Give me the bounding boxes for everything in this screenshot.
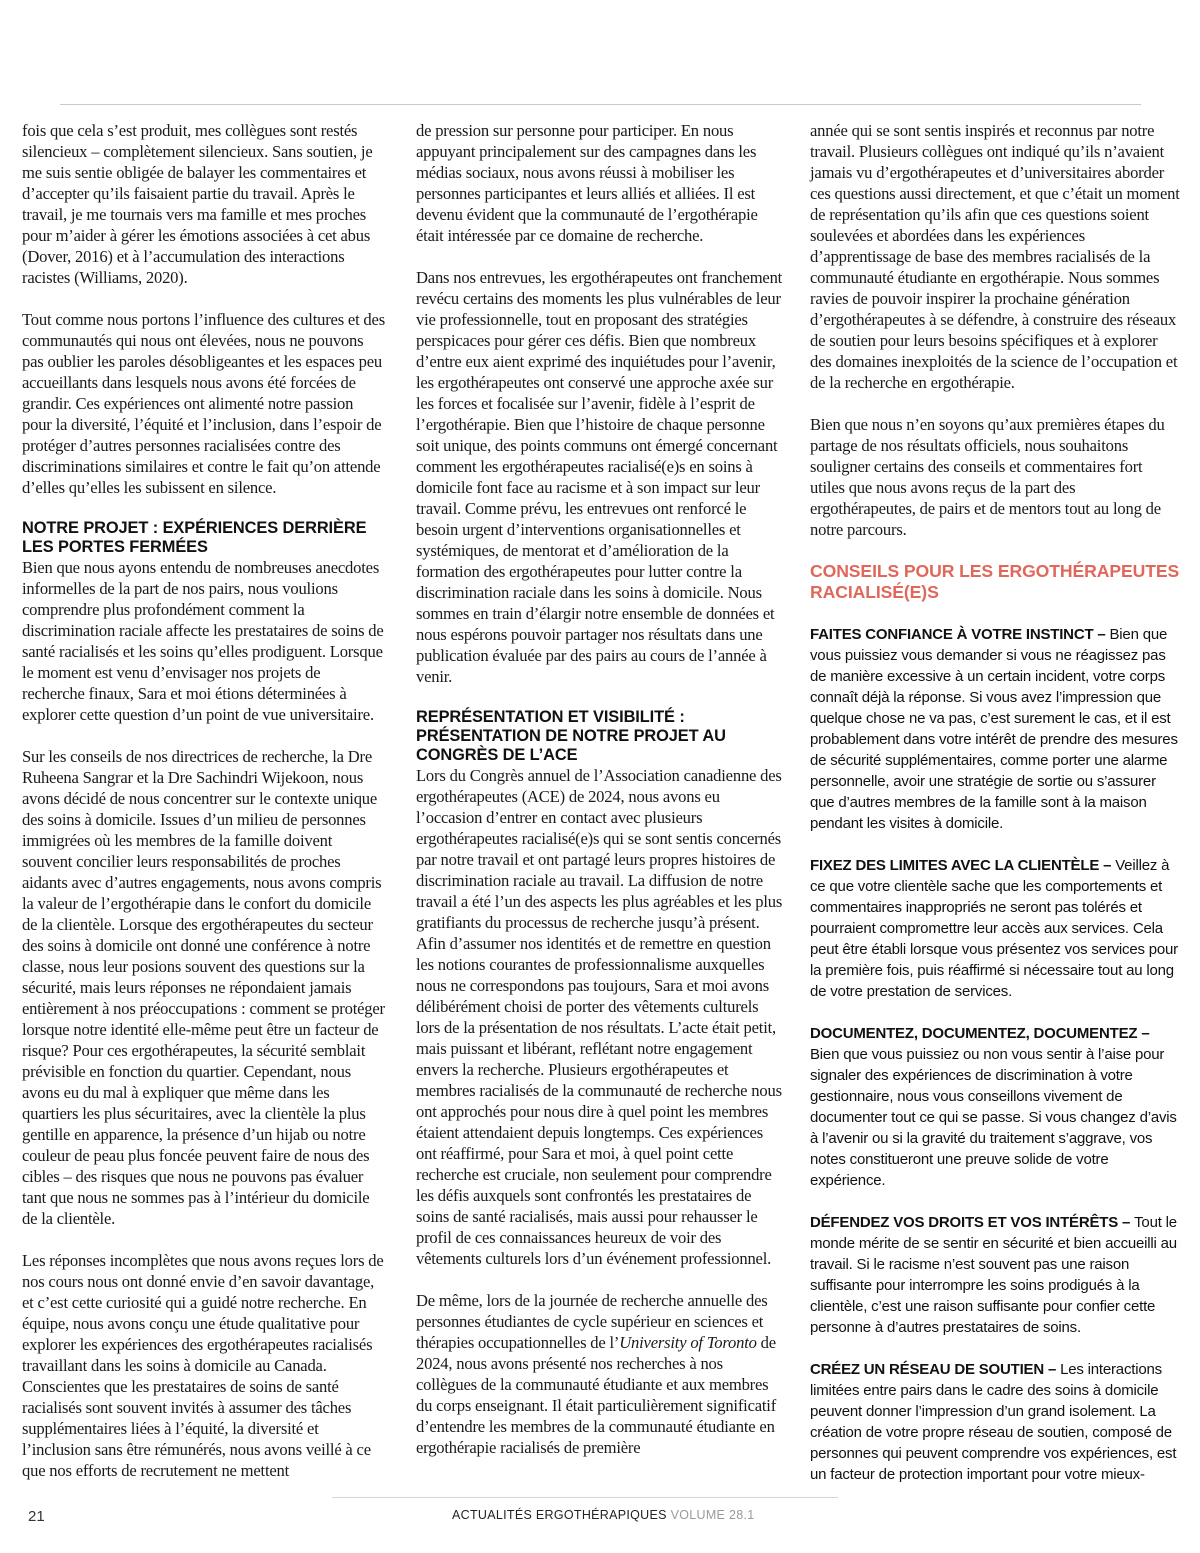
column-2 [416, 120, 786, 1458]
tip-title: FIXEZ DES LIMITES AVEC LA CLIENTÈLE – [810, 857, 1116, 874]
tip-body: Bien que vous puissiez ou non vous sentir à l’aise pour signaler des expériences de discrimination à votre gestionnaire, nous vous conseillons vivement de documenter tout ce qui se passe. Si vous changez d’avis à l’avenir ou si la gravité du traitement s’aggrave, vos notes constitueront une preuve solide de votre expérience. [810, 1046, 1177, 1189]
tip-body: Tout le monde mérite de se sentir en sécurité et bien accueilli au travail. Si le racisme n’est souvent pas une raison suffisante pour interrompre les soins prodigués à la clientèle, c’est une raison suffisante pour confier cette personne à d’autres prestataires de soins. [810, 1214, 1177, 1336]
tips-heading: CONSEILS POUR LES ERGOTHÉRAPEUTES RACIALISÉ(E)S [810, 561, 1180, 602]
section-heading: NOTRE PROJET : EXPÉRIENCES DERRIÈRE LES PORTES FERMÉES [22, 519, 367, 556]
paragraph: fois que cela s’est produit, mes collègues sont restés silencieux – complètement silencieux. Sans soutien, je me suis sentie obligée de balayer les commentaires et d’accepter qu’ils faisaient partie du travail. Après le travail, je me tournais vers ma famille et mes proches pour m’aider à gérer les émotions associées à cet abus (Dover, 2016) et à l’accumulation des interactions racistes (Williams, 2020). [22, 121, 373, 287]
section-heading: REPRÉSENTATION ET VISIBILITÉ : PRÉSENTATION DE NOTRE PROJET AU CONGRÈS DE L’ACE [416, 708, 726, 764]
institution-name: University of Toronto [619, 1333, 757, 1352]
paragraph: de pression sur personne pour participer. En nous appuyant principalement sur des campagnes dans les médias sociaux, nous avons réussi à mobiliser les personnes participantes et leurs alliés et alliées. Il est devenu évident que la communauté de l’ergothérapie était intéressée par ce domaine de recherche. [416, 121, 758, 245]
paragraph: Dans nos entrevues, les ergothérapeutes ont franchement revécu certains des moments les plus vulnérables de leur vie professionnelle, tout en proposant des stratégies perspicaces pour gérer ces défis. Bien que nombreux d’entre eux aient exprimé des inquiétudes pour l’avenir, les ergothérapeutes ont conservé une approche axée sur les forces et focalisée sur l’avenir, fidèle à l’esprit de l’ergothérapie. Bien que l’histoire de chaque personne soit unique, des points communs ont émergé concernant comment les ergothérapeutes racialisé(e)s en soins à domicile font face au racisme et à son impact sur leur travail. Comme prévu, les entrevues ont renforcé le besoin urgent d’interventions organisationnelles et systémiques, de mentorat et d’amélioration de la formation des ergothérapeutes pour lutter contre la discrimination raciale dans les soins à domicile. Nous sommes en train d’élargir notre ensemble de données et nous espérons pouvoir partager nos résultats dans une publication évaluée par des pairs au cours de l’année à venir. [416, 268, 783, 686]
tip-support-network [810, 1359, 1180, 1485]
top-rule [60, 104, 1141, 105]
tip-body: Veillez à ce que votre clientèle sache que les comportements et commentaires inappropriés ne seront pas tolérés et pourraient compromettre leur accès aux services. Cela peut être établi lorsque vous présentez vos services pour la première fois, puis réaffirmé si nécessaire tout au long de votre prestation de services. [810, 857, 1178, 1000]
paragraph: Lors du Congrès annuel de l’Association canadienne des ergothérapeutes (ACE) de 2024, nous avons eu l’occasion d’entrer en contact avec plusieurs ergothérapeutes racialisé(e)s qui se sont sentis concernés par notre travail et ont partagé leurs propres histoires de discrimination raciale au travail. La diffusion de notre travail a été l’un des aspects les plus agréables et les plus gratifiants du processus de recherche jusqu’à présent. Afin d’assumer nos identités et de remettre en question les notions courantes de professionnalisme auxquelles nous ne correspondons pas toujours, Sara et moi avons délibérément choisi de porter des vêtements culturels lors de la présentation de nos résultats. L’acte était petit, mais puissant et libérant, reflétant notre engagement envers la recherche. Plusieurs ergothérapeutes et membres racialisés de la communauté de recherche nous ont approchés pour nous dire à quel point les membres étaient attendaient depuis longtemps. Ces expériences ont réaffirmé, pour Sara et moi, à quel point cette recherche est cruciale, non seulement pour comprendre les défis auxquels sont confrontés les prestataires de soins de santé racialisés, mais aussi pour rehausser le profil de ces connaissances heureux de voir des vêtements culturels lors d’un événement professionnel. [416, 766, 783, 1268]
column-3 [810, 120, 1180, 1485]
paragraph: Les réponses incomplètes que nous avons reçues lors de nos cours nous ont donné envie d’en savoir davantage, et c’est cette curiosité qui a guidé notre recherche. En équipe, nous avons conçu une étude qualitative pour explorer les expériences des ergothérapeutes racialisés travaillant dans les soins à domicile au Canada. Conscientes que les prestataires de soins de santé racialisés sont souvent invités à assumer des tâches supplémentaires liées à l’équité, la diversité et l’inclusion sans être rémunérés, nous avons veillé à ce que nos efforts de recrutement ne mettent [22, 1251, 384, 1480]
paragraph [416, 1290, 786, 1458]
tip-body: Bien que vous puissiez vous demander si vous ne réagissez pas de manière excessive à un certain incident, votre corps connaît déjà la réponse. Si vous avez l’impression que quelque chose ne va pas, c’est surement le cas, et il est probablement dans votre intérêt de prendre des mesures de sécurité supplémentaires, comme porter une alarme personnelle, avoir une stratégie de sortie ou s’assurer que d’autres membres de la famille sont à la maison pendant les visites à domicile. [810, 626, 1178, 832]
column-1 [22, 120, 386, 1481]
tip-title: DÉFENDEZ VOS DROITS ET VOS INTÉRÊTS – [810, 1214, 1135, 1231]
journal-footer [452, 1508, 754, 1522]
tip-advocate [810, 1212, 1180, 1338]
paragraph-text: De même, lors de la journée de recherche annuelle des personnes étudiantes de cycle supérieur en sciences et thérapies occupationnelles de l’ [416, 1291, 768, 1352]
tip-body: Les interactions limitées entre pairs dans le cadre des soins à domicile peuvent donner l’impression d’un grand isolement. La création de votre propre réseau de soutien, composé de personnes qui peuvent comprendre vos expériences, est un facteur de protection important pour votre mieux- [810, 1361, 1177, 1483]
volume-label: VOLUME 28.1 [670, 1508, 755, 1522]
footer-rule [332, 1497, 838, 1498]
paragraph: année qui se sont sentis inspirés et reconnus par notre travail. Plusieurs collègues ont indiqué qu’ils n’avaient jamais vu d’ergothérapeutes et d’universitaires aborder ces questions aussi directement, et que c’était un moment de représentation qu’ils afin que ces questions soient soulevées et abordées dans les expériences d’apprentissage de base des membres racialisés de la communauté étudiante en ergothérapie. Nous sommes ravies de pouvoir inspirer la prochaine génération d’ergothérapeutes à se défendre, à construire des réseaux de soutien pour leurs besoins spécifiques et à explorer des domaines inexploités de la science de l’occupation et de la recherche en ergothérapie. [810, 121, 1180, 392]
tip-set-limits [810, 855, 1180, 1002]
paragraph: Sur les conseils de nos directrices de recherche, la Dre Ruheena Sangrar et la Dre Sachindri Wijekoon, nous avons décidé de nous concentrer sur le contexte unique des soins à domicile. Issues d’un milieu de personnes immigrées où les membres de la famille doivent souvent concilier leurs responsabilités de proches aidants avec d’autres engagements, nous avons compris la valeur de l’ergothérapie dans le confort du domicile de la clientèle. Lorsque des ergothérapeutes du secteur des soins à domicile ont donné une conférence à notre classe, nous leur posions souvent des questions sur la sécurité, mais leurs réponses ne répondaient jamais entièrement à nos préoccupations : comment se protéger lorsque notre identité elle-même peut être un facteur de risque? Pour ces ergothérapeutes, la sécurité semblait prévisible en fonction du quartier. Cependant, nous avons eu du mal à expliquer que même dans les quartiers les plus sécuritaires, avec la clientèle la plus gentille en apparence, la présence d’un hijab ou notre couleur de peau plus foncée peuvent faire de nous des cibles – des risques que nous ne pouvons pas évaluer tant que nous ne sommes pas à l’intérieur du domicile de la clientèle. [22, 747, 385, 1228]
paragraph-text: de 2024, nous avons présenté nos recherches à nos collègues de la communauté étudiante et aux membres du corps enseignant. Il était particulièrement significatif d’entendre les membres de la communauté étudiante en ergothérapie racialisés de première [416, 1333, 777, 1457]
paragraph: Tout comme nous portons l’influence des cultures et des communautés qui nous ont élevées, nous ne pouvons pas oublier les paroles désobligeantes et les espaces peu accueillants dans lesquels nous avons été forcées de grandir. Ces expériences ont alimenté notre passion pour la diversité, l’équité et l’inclusion, dans l’espoir de protéger d’autres personnes racialisées contre des discriminations similaires et contre le fait qu’on attende d’elles qu’elles les subissent en silence. [22, 310, 385, 497]
tip-title: CRÉEZ UN RÉSEAU DE SOUTIEN – [810, 1361, 1061, 1378]
page-number: 21 [28, 1508, 45, 1525]
tip-title: FAITES CONFIANCE À VOTRE INSTINCT – [810, 626, 1110, 643]
journal-title: ACTUALITÉS ERGOTHÉRAPIQUES [452, 1508, 667, 1522]
paragraph: Bien que nous n’en soyons qu’aux premières étapes du partage de nos résultats officiels, nous souhaitons souligner certains des conseils et commentaires fort utiles que nous avons reçus de la part des ergothérapeutes, de pairs et de mentors tout au long de notre parcours. [810, 415, 1165, 539]
tip-document [810, 1023, 1180, 1191]
tip-title: DOCUMENTEZ, DOCUMENTEZ, DOCUMENTEZ – [810, 1025, 1150, 1042]
paragraph: Bien que nous ayons entendu de nombreuses anecdotes informelles de la part de nos pairs, nous voulions comprendre plus profondément comment la discrimination raciale affecte les prestataires de soins de santé racialisés et les soins qu’elles prodiguent. Lorsque le moment est venu d’envisager nos projets de recherche finaux, Sara et moi étions déterminées à explorer cette question d’un point de vue universitaire. [22, 558, 384, 724]
tip-trust-instinct [810, 624, 1180, 834]
